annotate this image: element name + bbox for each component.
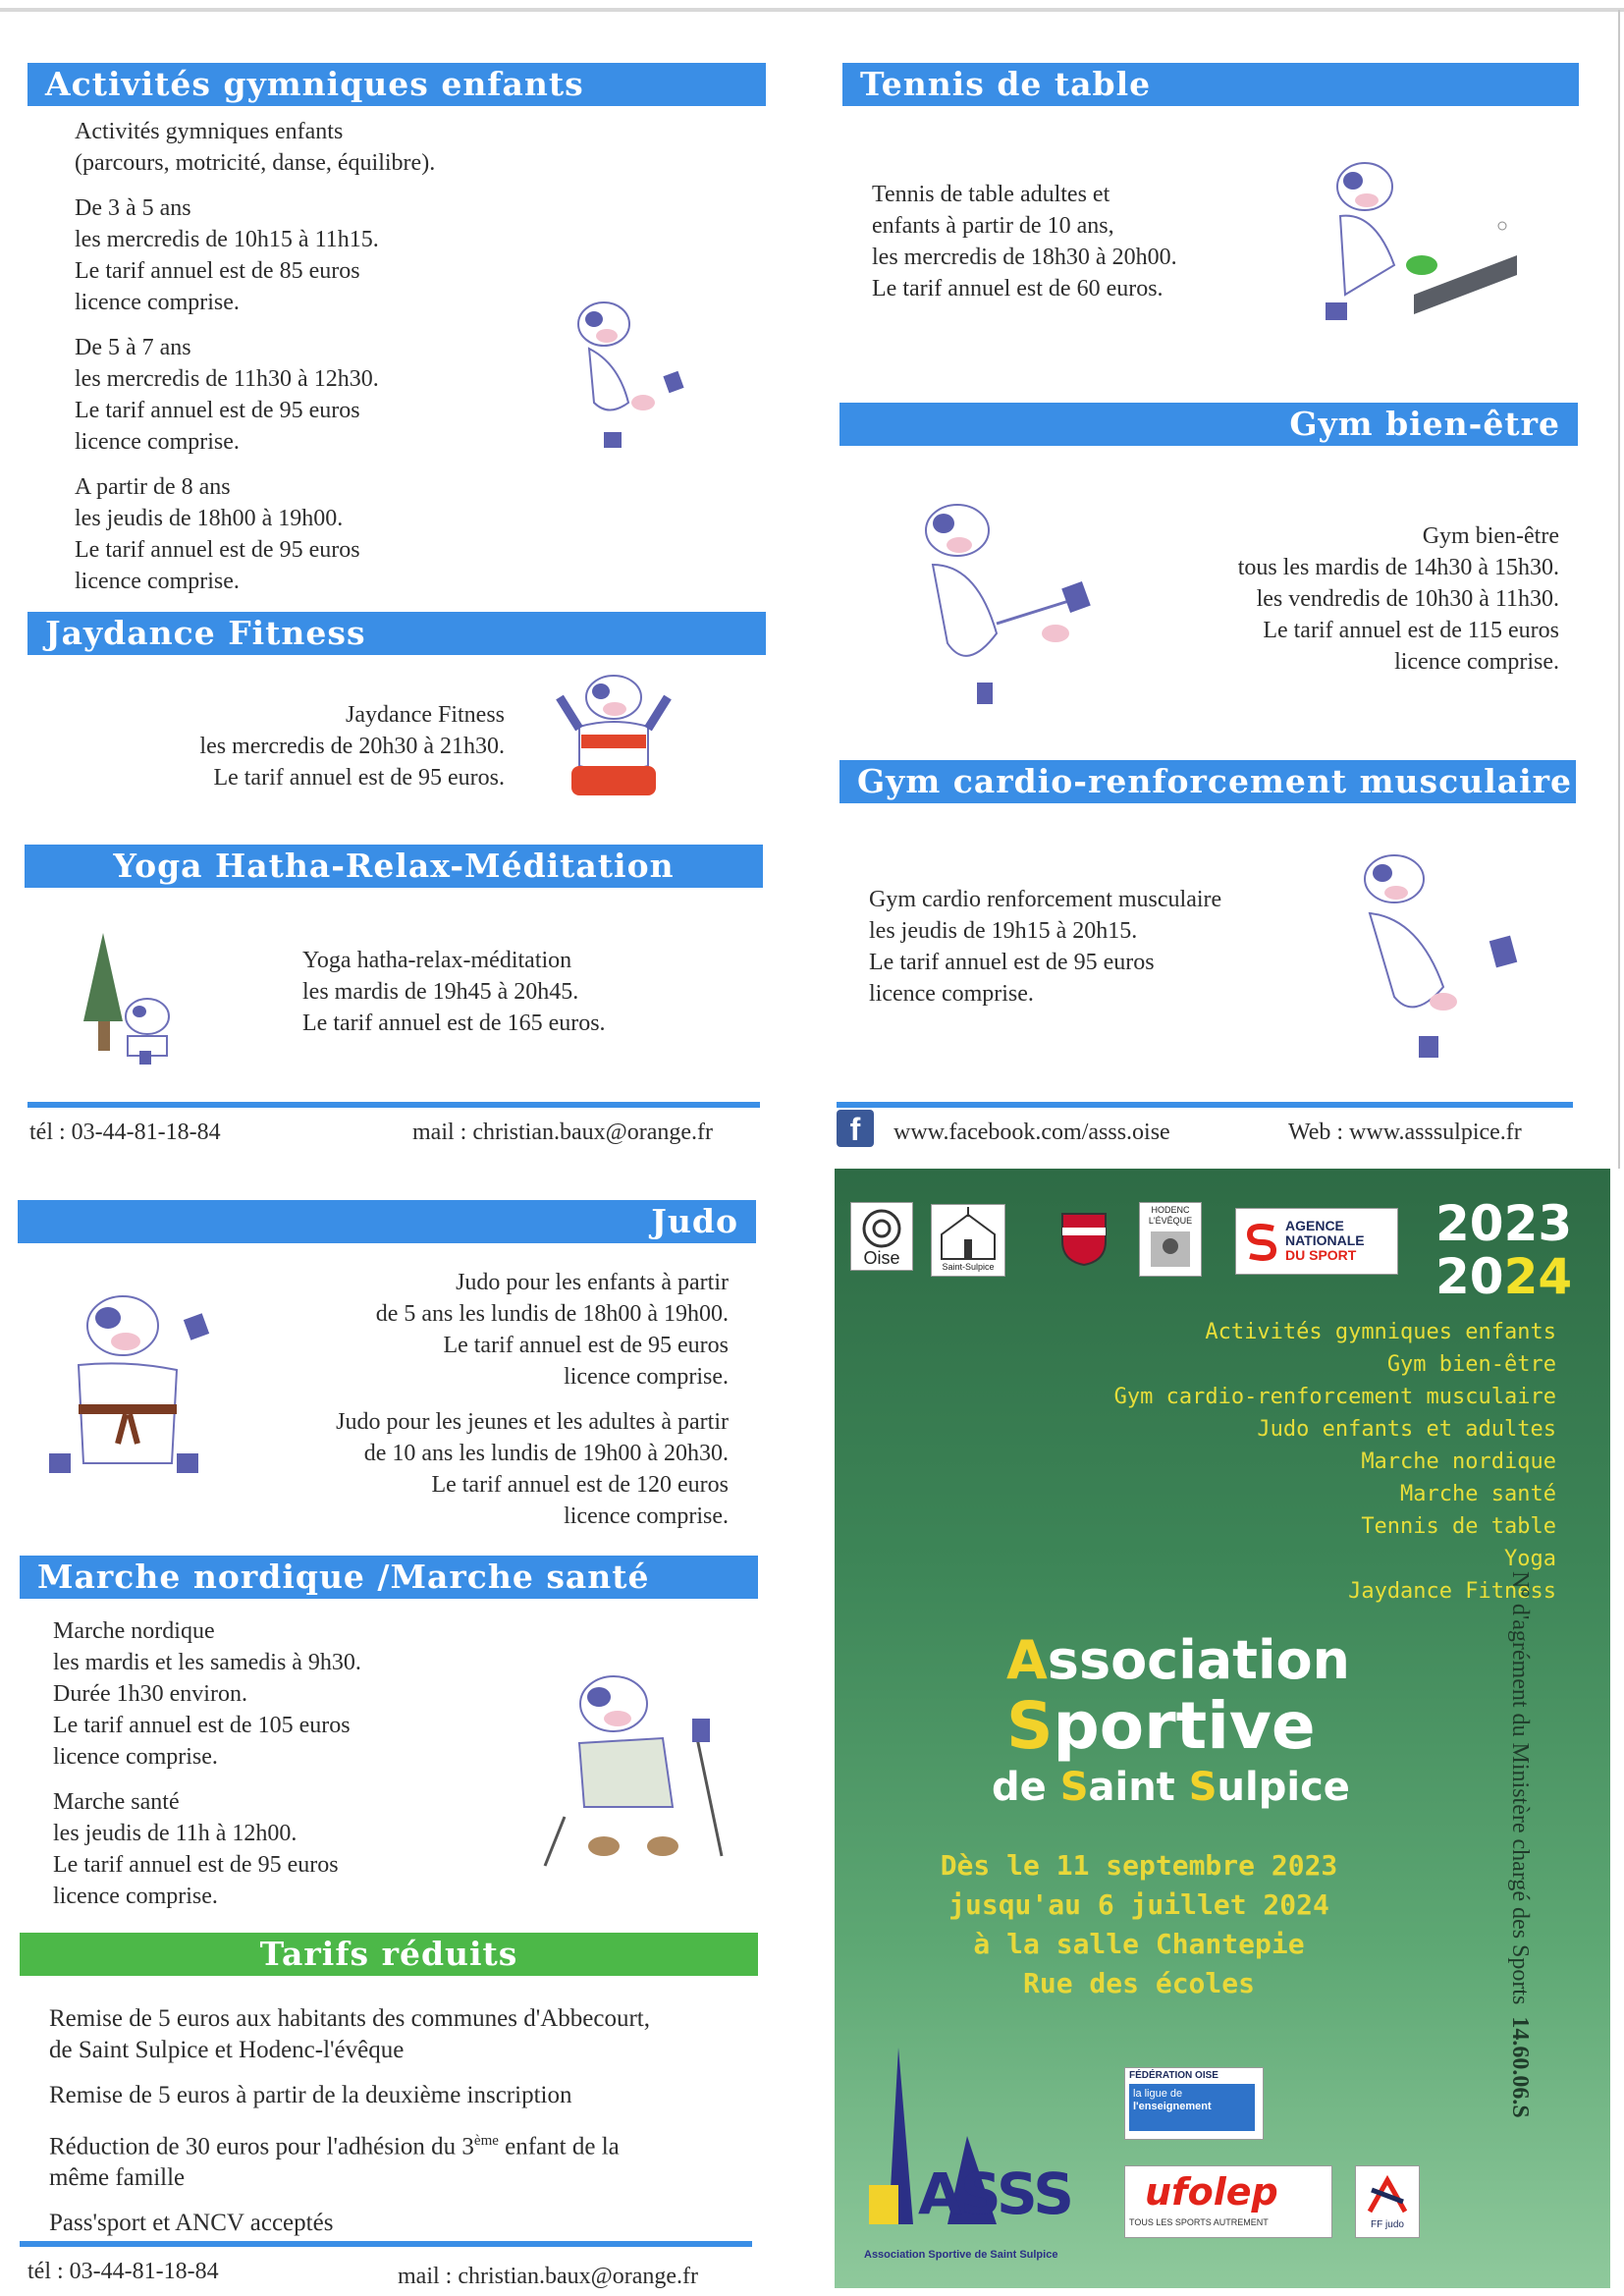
text-line: les vendredis de 10h30 à 11h30. bbox=[1256, 586, 1559, 612]
date-line: à la salle Chantepie bbox=[973, 1928, 1305, 1960]
cover-activity: Jaydance Fitness bbox=[1348, 1579, 1556, 1604]
asso-title-line2 bbox=[1006, 1688, 1316, 1764]
jaydance-title: Jaydance Fitness bbox=[27, 612, 766, 655]
ans-line: NATIONALE bbox=[1285, 1232, 1365, 1248]
text-line: les mercredis de 18h30 à 20h00. bbox=[872, 245, 1177, 270]
text-line: Le tarif annuel est de 95 euros bbox=[75, 398, 360, 423]
ligue-line: l'enseignement bbox=[1133, 2101, 1212, 2112]
text-line: licence comprise. bbox=[869, 981, 1034, 1007]
cow-cardio-illustration bbox=[1326, 840, 1542, 1066]
text-line: A partir de 8 ans bbox=[75, 474, 231, 500]
asso-title-line1 bbox=[1006, 1630, 1350, 1691]
oise-logo-text: Oise bbox=[863, 1248, 900, 1268]
text-line: De 5 à 7 ans bbox=[75, 335, 191, 360]
agrement-label: N° d'agrément du Ministère chargé des Sports bbox=[1507, 1571, 1533, 2005]
text-line: Marche nordique bbox=[53, 1618, 215, 1644]
text-line: Le tarif annuel est de 115 euros bbox=[1263, 618, 1559, 643]
coat-of-arms-icon bbox=[1060, 1212, 1108, 1267]
gym-cardio-title: Gym cardio-renforcement musculaire bbox=[839, 760, 1576, 803]
asso-rest: ssociation bbox=[1047, 1629, 1351, 1691]
text-line: Durée 1h30 environ. bbox=[53, 1681, 247, 1707]
date-line: jusqu'au 6 juillet 2024 bbox=[948, 1888, 1329, 1921]
asso-cap: S bbox=[1006, 1688, 1054, 1764]
cover-panel bbox=[835, 1169, 1610, 2288]
text-line: Yoga hatha-relax-méditation bbox=[302, 948, 572, 973]
text-line: les mardis de 19h45 à 20h45. bbox=[302, 979, 579, 1005]
church-logo bbox=[931, 1204, 1005, 1277]
text-line: de 5 ans les lundis de 18h00 à 19h00. bbox=[375, 1301, 729, 1327]
text-line: licence comprise. bbox=[53, 1744, 218, 1770]
text-line: Gym bien-être bbox=[1422, 523, 1559, 549]
marche-text bbox=[53, 1615, 361, 1912]
oise-logo bbox=[850, 1202, 913, 1271]
gym-bien-etre-text bbox=[1080, 520, 1559, 678]
text-line: Le tarif annuel est de 95 euros bbox=[443, 1333, 729, 1358]
text-line: enfants à partir de 10 ans, bbox=[872, 213, 1114, 239]
text-line: Le tarif annuel est de 95 euros bbox=[75, 537, 360, 563]
text-line bbox=[49, 2125, 650, 2162]
text-line: licence comprise. bbox=[75, 569, 240, 594]
footer-top-left-line bbox=[27, 1102, 760, 1108]
text-line: licence comprise. bbox=[1394, 649, 1559, 675]
footer-top-right-line bbox=[837, 1102, 1573, 1108]
text-line: les mercredis de 10h15 à 11h15. bbox=[75, 227, 379, 252]
text-line: Le tarif annuel est de 95 euros. bbox=[213, 765, 505, 791]
tarifs-title: Tarifs réduits bbox=[20, 1933, 758, 1976]
footer-mail-bottom[interactable]: mail : christian.baux@orange.fr bbox=[398, 2264, 698, 2289]
asso-rest: portive bbox=[1053, 1688, 1316, 1764]
cover-activity: Marche nordique bbox=[1361, 1449, 1556, 1474]
yoga-title: Yoga Hatha-Relax-Méditation bbox=[25, 845, 763, 888]
tennis-title: Tennis de table bbox=[842, 63, 1579, 106]
gym-enfants-title: Activités gymniques enfants bbox=[27, 63, 766, 106]
footer-mail-top[interactable]: mail : christian.baux@orange.fr bbox=[412, 1120, 713, 1145]
agrement-vertical-text bbox=[1500, 1571, 1540, 2259]
cover-activity: Marche santé bbox=[1400, 1482, 1556, 1506]
asss-logo-text: ASSS bbox=[918, 2160, 1072, 2227]
church-logo-text: Saint-Sulpice bbox=[942, 1262, 995, 1272]
ffjudo-figure-icon bbox=[1364, 2172, 1411, 2215]
ans-logo bbox=[1235, 1208, 1398, 1275]
text-line: Activités gymniques enfants bbox=[75, 119, 344, 144]
footer-tel-bottom: tél : 03-44-81-18-84 bbox=[27, 2259, 219, 2284]
year-end-part: 20 bbox=[1435, 1248, 1504, 1305]
ligue-line: la ligue de bbox=[1133, 2088, 1183, 2100]
ans-logo-text bbox=[1285, 1219, 1365, 1263]
asso-cap: A bbox=[1006, 1629, 1048, 1691]
facebook-icon[interactable]: f bbox=[837, 1110, 874, 1147]
text-line: Remise de 5 euros à partir de la deuxième inscription bbox=[49, 2082, 572, 2108]
tennis-text bbox=[872, 179, 1177, 304]
text-line: licence comprise. bbox=[75, 290, 240, 315]
text-line: même famille bbox=[49, 2164, 186, 2192]
season-dates bbox=[913, 1846, 1365, 2003]
ligue-logo bbox=[1124, 2067, 1264, 2140]
asso-title-line3 bbox=[992, 1764, 1350, 1811]
text-line: licence comprise. bbox=[564, 1364, 729, 1390]
year-end-highlight: 24 bbox=[1503, 1248, 1573, 1305]
text-line: Le tarif annuel est de 95 euros bbox=[869, 950, 1155, 975]
text-line: Le tarif annuel est de 120 euros bbox=[431, 1472, 729, 1498]
superscript: ème bbox=[473, 2133, 499, 2149]
yoga-text bbox=[302, 945, 606, 1039]
text-line: Judo pour les enfants à partir bbox=[456, 1270, 729, 1295]
text-line: Le tarif annuel est de 60 euros. bbox=[872, 276, 1164, 301]
right-edge-line bbox=[1618, 10, 1620, 1169]
ans-s-icon bbox=[1244, 1223, 1279, 1262]
asss-caption: Association Sportive de Saint Sulpice bbox=[864, 2249, 1058, 2261]
cow-gymnast-illustration bbox=[550, 295, 697, 452]
text-line: de 10 ans les lundis de 19h00 à 20h30. bbox=[363, 1441, 729, 1466]
text-part: enfant de la bbox=[498, 2133, 620, 2160]
footer-web-link[interactable]: Web : www.asssulpice.fr bbox=[1288, 1120, 1522, 1145]
agrement-number: 14.60.06.S bbox=[1507, 2016, 1533, 2118]
text-line: Pass'sport et ANCV acceptés bbox=[49, 2210, 334, 2237]
hodenc-emblem-icon bbox=[1146, 1227, 1195, 1272]
ffjudo-logo bbox=[1355, 2165, 1420, 2238]
text-line: les mercredis de 11h30 à 12h30. bbox=[75, 366, 379, 392]
gym-bien-etre-title: Gym bien-être bbox=[839, 403, 1578, 446]
year-start: 2023 bbox=[1435, 1195, 1573, 1252]
ffjudo-logo-text: FF judo bbox=[1371, 2219, 1404, 2230]
text-line: Le tarif annuel est de 95 euros bbox=[53, 1852, 339, 1878]
hodenc-logo-text: HODENC L'ÉVÊQUE bbox=[1148, 1205, 1193, 1226]
text-line: Le tarif annuel est de 85 euros bbox=[75, 258, 360, 284]
text-line: licence comprise. bbox=[75, 429, 240, 455]
text-line: (parcours, motricité, danse, équilibre). bbox=[75, 150, 436, 176]
asso-cap: S bbox=[1188, 1765, 1218, 1810]
cover-activity: Gym bien-être bbox=[1386, 1352, 1556, 1377]
date-line: Rue des écoles bbox=[1022, 1967, 1255, 1999]
asso-rest: aint bbox=[1088, 1765, 1189, 1810]
ligue-line: FÉDÉRATION OISE bbox=[1129, 2070, 1218, 2081]
cow-tennis-illustration bbox=[1306, 147, 1522, 344]
cow-yoga-illustration bbox=[79, 923, 187, 1070]
text-line: Remise de 5 euros aux habitants des communes d'Abbecourt, bbox=[49, 2005, 650, 2032]
text-line: les mardis et les samedis à 9h30. bbox=[53, 1650, 361, 1675]
cover-activity: Gym cardio-renforcement musculaire bbox=[1113, 1385, 1556, 1409]
text-line: tous les mardis de 14h30 à 15h30. bbox=[1237, 555, 1559, 580]
text-line: les mercredis de 20h30 à 21h30. bbox=[199, 734, 505, 759]
text-part: Réduction de 30 euros pour l'adhésion du 3 bbox=[49, 2133, 474, 2160]
ans-line: DU SPORT bbox=[1285, 1247, 1357, 1263]
text-line: De 3 à 5 ans bbox=[75, 195, 191, 221]
asso-rest: de bbox=[992, 1765, 1060, 1810]
cow-wellness-illustration bbox=[889, 486, 1105, 712]
cover-activity-list bbox=[1114, 1316, 1556, 1608]
text-line: Judo pour les jeunes et les adultes à partir bbox=[336, 1409, 729, 1435]
gym-cardio-text bbox=[869, 884, 1221, 1010]
cover-activity: Activités gymniques enfants bbox=[1205, 1320, 1556, 1344]
tarifs-text bbox=[49, 2003, 650, 2239]
text-line: les jeudis de 19h15 à 20h15. bbox=[869, 918, 1138, 944]
cow-walker-illustration bbox=[535, 1660, 731, 1876]
cow-dancer-illustration bbox=[550, 668, 677, 815]
text-line: de Saint Sulpice et Hodenc-l'évêque bbox=[49, 2037, 405, 2063]
church-icon bbox=[932, 1205, 1004, 1264]
text-line: Jaydance Fitness bbox=[346, 702, 505, 728]
top-edge-line bbox=[0, 8, 1624, 12]
text-line: Marche santé bbox=[53, 1789, 180, 1815]
ufolep-logo-text: ufolep bbox=[1145, 2170, 1278, 2214]
text-line: Gym cardio renforcement musculaire bbox=[869, 887, 1222, 912]
gym-enfants-intro bbox=[75, 116, 435, 597]
ligue-badge bbox=[1129, 2084, 1255, 2131]
cow-judo-illustration bbox=[39, 1277, 236, 1503]
text-line: les jeudis de 18h00 à 19h00. bbox=[75, 506, 344, 531]
year-end bbox=[1435, 1249, 1572, 1304]
asso-cap: S bbox=[1059, 1765, 1089, 1810]
cover-activity: Tennis de table bbox=[1361, 1514, 1556, 1539]
ufolep-tagline: TOUS LES SPORTS AUTREMENT bbox=[1129, 2217, 1269, 2227]
cover-activity: Yoga bbox=[1504, 1547, 1556, 1571]
ufolep-logo bbox=[1124, 2165, 1332, 2238]
text-line: licence comprise. bbox=[53, 1884, 218, 1909]
marche-title: Marche nordique /Marche santé bbox=[20, 1556, 758, 1599]
text-line: Le tarif annuel est de 105 euros bbox=[53, 1713, 351, 1738]
text-line: Tennis de table adultes et bbox=[872, 182, 1110, 207]
text-line: licence comprise. bbox=[564, 1503, 729, 1529]
text-line: Le tarif annuel est de 165 euros. bbox=[302, 1011, 606, 1036]
judo-text bbox=[216, 1267, 729, 1532]
footer-facebook-link[interactable]: www.facebook.com/asss.oise bbox=[893, 1120, 1170, 1145]
date-line: Dès le 11 septembre 2023 bbox=[940, 1849, 1338, 1882]
judo-title: Judo bbox=[18, 1200, 756, 1243]
asso-rest: ulpice bbox=[1217, 1765, 1350, 1810]
jaydance-text bbox=[137, 699, 505, 793]
text-line: les jeudis de 11h à 12h00. bbox=[53, 1821, 298, 1846]
cover-activity: Judo enfants et adultes bbox=[1257, 1417, 1556, 1442]
ans-line: AGENCE bbox=[1285, 1218, 1344, 1233]
footer-tel-top: tél : 03-44-81-18-84 bbox=[29, 1120, 221, 1145]
hodenc-logo bbox=[1139, 1202, 1202, 1277]
footer-bottom-left-line bbox=[20, 2241, 752, 2247]
